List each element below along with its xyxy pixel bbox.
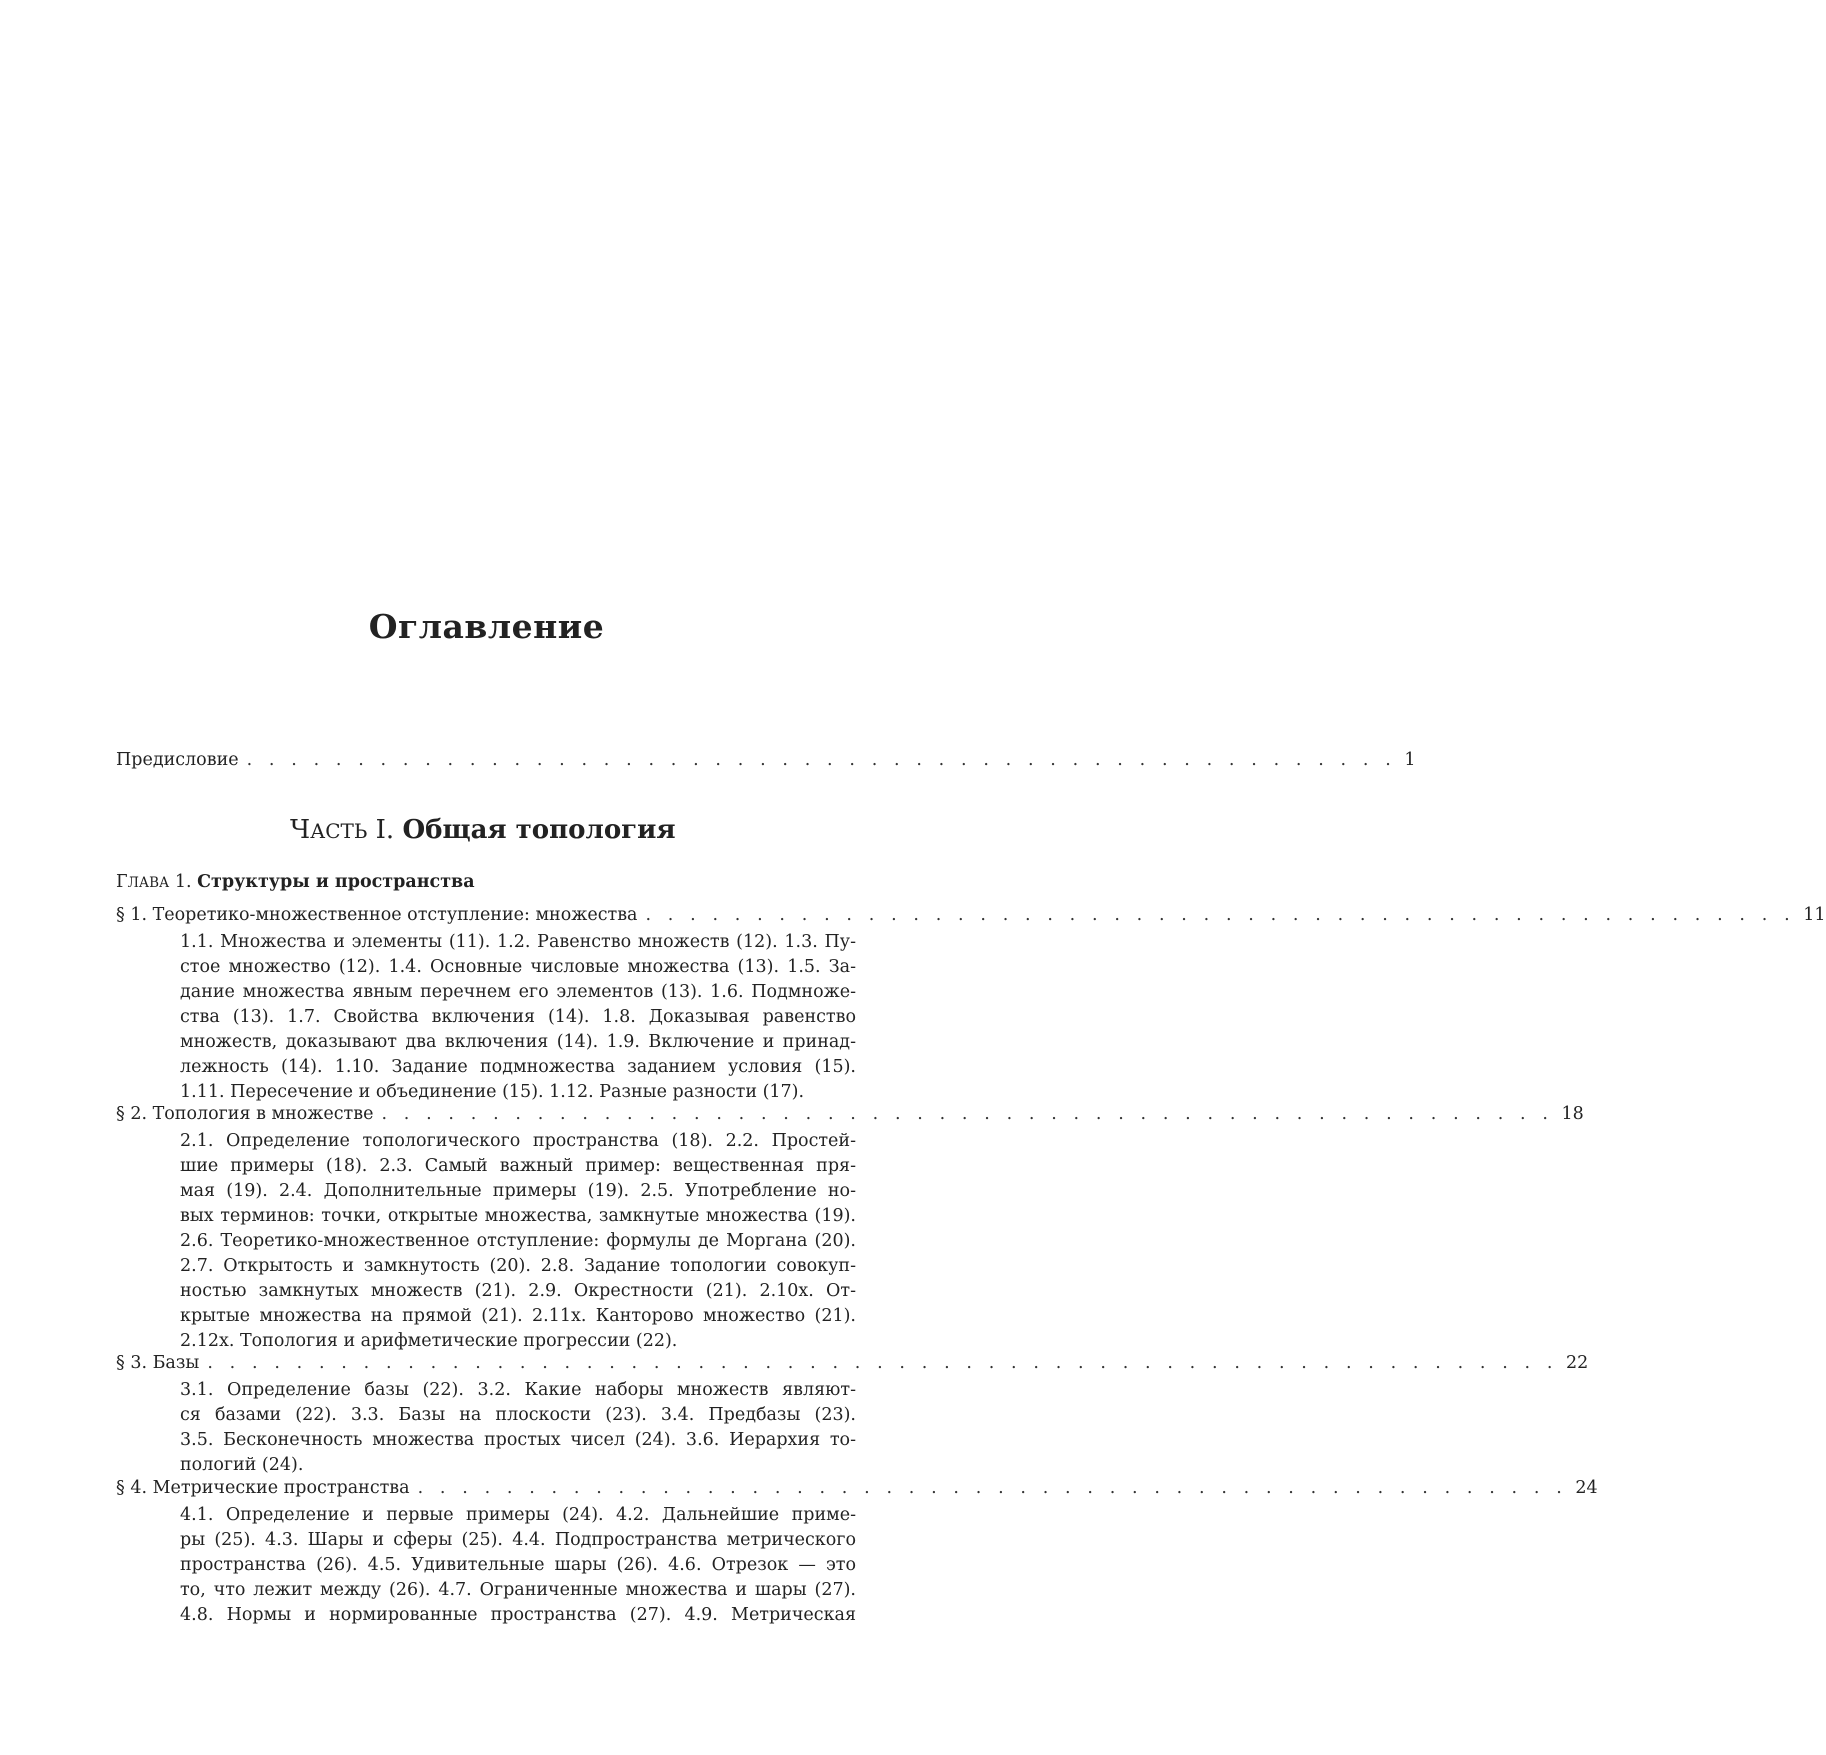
toc-entry-section-3[interactable] — [116, 1353, 1589, 1373]
part-heading — [290, 815, 676, 845]
page-title: Оглавление — [368, 607, 605, 646]
section-2-subsections — [180, 1129, 856, 1354]
dot-leader: . . . . . . . . . . . . . . . . . . . . . . . . . . . . . . . . . . . . . . . . . . . . . . . . . . . . . . . . . . . . . — [207, 1353, 1559, 1373]
subsection-line: пространства (26). 4.5. Удивительные шары (26). 4.6. Отрезок — это — [180, 1555, 856, 1575]
subsection-line: ры (25). 4.3. Шары и сферы (25). 4.4. Подпространства метрического — [180, 1530, 856, 1550]
dot-leader: . . . . . . . . . . . . . . . . . . . . . . . . . . . . . . . . . . . . . . . . . . . . . . . . . . . . — [645, 905, 1796, 925]
part-prefix-rest: АСТЬ — [310, 819, 368, 843]
section-3-subsections — [180, 1378, 856, 1478]
chapter-prefix-first: Г — [116, 872, 128, 892]
subsection-line: крытые множества на прямой (21). 2.11x. Канторово множество (21). — [180, 1306, 856, 1326]
toc-entry-label: Предисловие — [116, 750, 239, 770]
subsection-line: 1.11. Пересечение и объединение (15). 1.12. Разные разности (17). — [180, 1082, 805, 1102]
toc-entry-page: 1 — [1404, 750, 1416, 770]
subsection-line: 1.1. Множества и элементы (11). 1.2. Равенство множеств (12). 1.3. Пу- — [180, 932, 856, 952]
subsection-line: стое множество (12). 1.4. Основные числовые множества (13). 1.5. За- — [180, 957, 856, 977]
subsection-line: 3.1. Определение базы (22). 3.2. Какие наборы множеств являют- — [180, 1380, 856, 1400]
section-1-subsections — [180, 930, 856, 1105]
subsection-line: 2.7. Открытость и замкнутость (20). 2.8. Задание топологии совокуп- — [180, 1256, 856, 1276]
chapter-prefix-rest: ЛАВА — [127, 875, 170, 891]
subsection-line: лежность (14). 1.10. Задание подмножества заданием условия (15). — [180, 1057, 856, 1077]
subsection-line: 4.1. Определение и первые примеры (24). 4.2. Дальнейшие приме- — [180, 1505, 856, 1525]
subsection-line: 2.1. Определение топологического пространства (18). 2.2. Простей- — [180, 1131, 856, 1151]
toc-entry-section-1[interactable] — [116, 905, 1826, 925]
dot-leader: . . . . . . . . . . . . . . . . . . . . . . . . . . . . . . . . . . . . . . . . . . . . . . . . . . . . — [246, 750, 1397, 770]
section-label: § 4. Метрические пространства — [116, 1478, 410, 1498]
section-4-subsections — [180, 1503, 856, 1628]
subsection-line: ся базами (22). 3.3. Базы на плоскости (23). 3.4. Предбазы (23). — [180, 1405, 856, 1425]
subsection-line: вых терминов: точки, открытые множества, замкнутые множества (19). — [180, 1206, 856, 1226]
part-numeral: I. — [375, 815, 395, 845]
subsection-line: 4.8. Нормы и нормированные пространства (27). 4.9. Метрическая — [180, 1605, 856, 1625]
part-name: Общая топология — [402, 815, 676, 845]
chapter-heading — [116, 872, 475, 892]
dot-leader: . . . . . . . . . . . . . . . . . . . . . . . . . . . . . . . . . . . . . . . . . . . . . . . . . . . . — [417, 1478, 1568, 1498]
subsection-line: шие примеры (18). 2.3. Самый важный пример: вещественная пря- — [180, 1156, 856, 1176]
section-page: 18 — [1561, 1104, 1584, 1124]
toc-entry-section-2[interactable] — [116, 1104, 1584, 1124]
part-prefix-first: Ч — [290, 815, 311, 845]
section-label: § 2. Топология в множестве — [116, 1104, 374, 1124]
subsection-line: 2.6. Теоретико-множественное отступление: формулы де Моргана (20). — [180, 1231, 856, 1251]
section-label: § 1. Теоретико-множественное отступление: множества — [116, 905, 638, 925]
subsection-line: пологий (24). — [180, 1455, 304, 1475]
subsection-line: то, что лежит между (26). 4.7. Ограниченные множества и шары (27). — [180, 1580, 856, 1600]
subsection-line: ства (13). 1.7. Свойства включения (14). 1.8. Доказывая равенство — [180, 1007, 856, 1027]
subsection-line: мая (19). 2.4. Дополнительные примеры (19). 2.5. Употребление но- — [180, 1181, 856, 1201]
section-page: 24 — [1575, 1478, 1598, 1498]
section-page: 22 — [1566, 1353, 1589, 1373]
section-label: § 3. Базы — [116, 1353, 200, 1373]
section-page: 11 — [1803, 905, 1826, 925]
toc-entry-preface[interactable] — [116, 750, 1416, 770]
chapter-name: Структуры и пространства — [197, 872, 475, 892]
subsection-line: множеств, доказывают два включения (14). 1.9. Включение и принад- — [180, 1032, 856, 1052]
dot-leader: . . . . . . . . . . . . . . . . . . . . . . . . . . . . . . . . . . . . . . . . . . . . . . . . . . . . . — [381, 1104, 1554, 1124]
subsection-line: ностью замкнутых множеств (21). 2.9. Окрестности (21). 2.10x. От- — [180, 1281, 856, 1301]
subsection-line: 3.5. Бесконечность множества простых чисел (24). 3.6. Иерархия то- — [180, 1430, 856, 1450]
subsection-line: дание множества явным перечнем его элементов (13). 1.6. Подмноже- — [180, 982, 856, 1002]
subsection-line: 2.12x. Топология и арифметические прогрессии (22). — [180, 1331, 678, 1351]
chapter-number: 1. — [174, 872, 192, 892]
toc-entry-section-4[interactable] — [116, 1478, 1598, 1498]
